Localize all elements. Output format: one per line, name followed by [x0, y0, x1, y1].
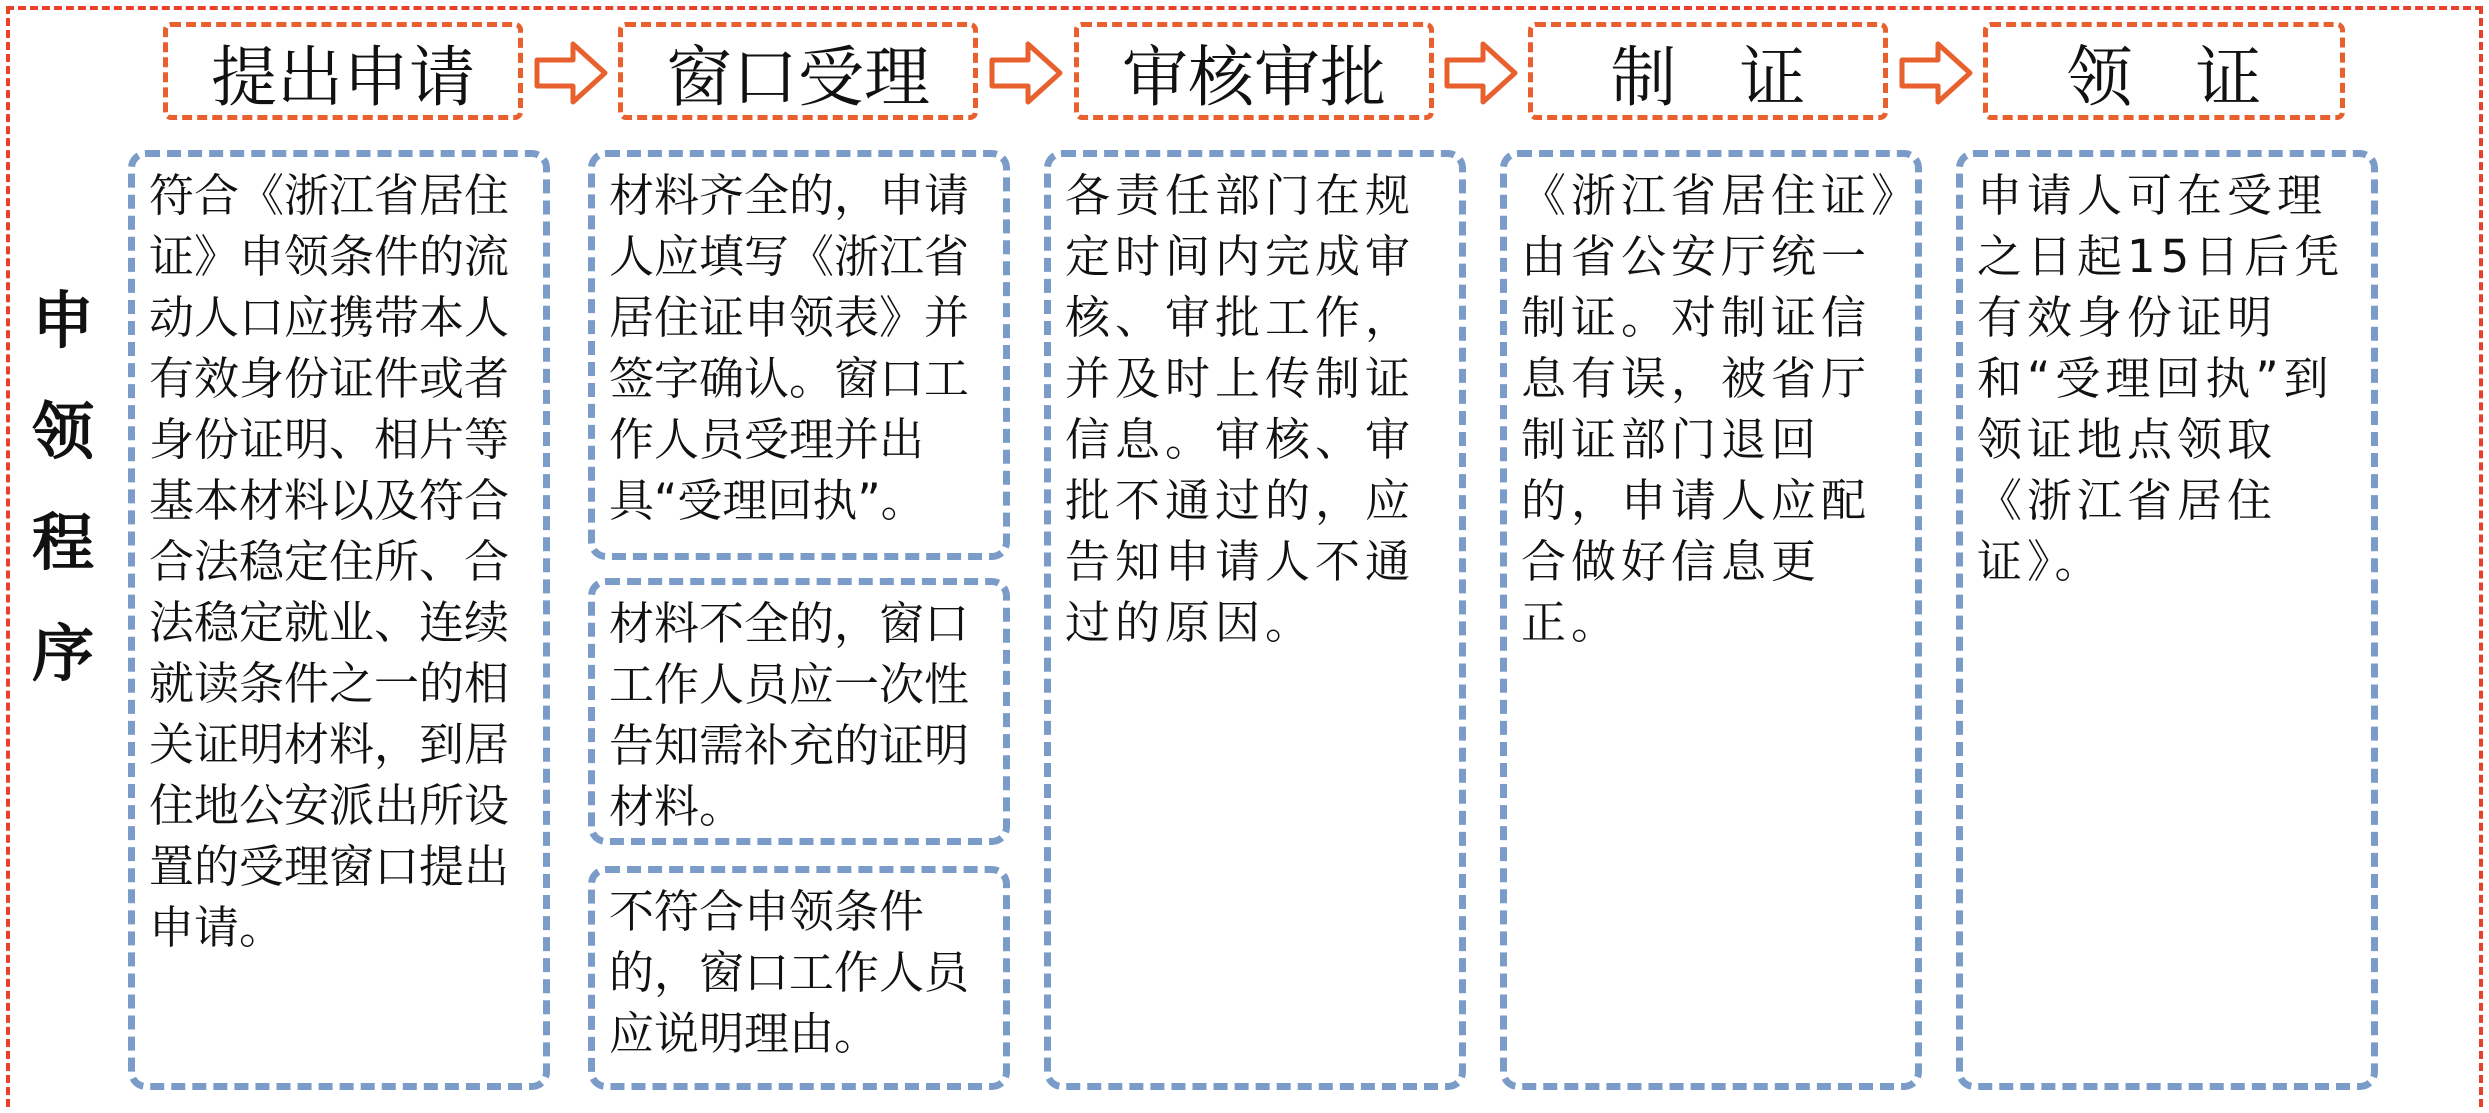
step-review: 审核审批	[1074, 22, 1434, 120]
right-arrow-icon	[1898, 40, 1974, 106]
right-arrow-icon	[1443, 40, 1519, 106]
desc-accept-ineligible: 不符合申领条件的，窗口工作人员应说明理由。	[588, 866, 1010, 1090]
desc-produce: 《浙江省居住证》由省公安厅统一制证。对制证信息有误，被省厅制证部门退回的，申请人应配合做好信息更正。	[1500, 150, 1922, 1090]
desc-accept-incomplete: 材料不全的，窗口工作人员应一次性告知需补充的证明材料。	[588, 578, 1010, 845]
right-arrow-icon	[533, 40, 609, 106]
desc-apply: 符合《浙江省居住证》申领条件的流动人口应携带本人有效身份证件或者身份证明、相片等基本材料以及符合合法稳定住所、合法稳定就业、连续就读条件之一的相关证明材料，到居住地公安派出所设置的受理窗口提出申请。	[128, 150, 550, 1090]
section-label-char: 领	[31, 395, 94, 468]
desc-accept-complete: 材料齐全的，申请人应填写《浙江省居住证申领表》并签字确认。窗口工作人员受理并出具“受理回执”。	[588, 150, 1010, 560]
section-label-char: 序	[31, 617, 94, 690]
section-label	[28, 265, 98, 709]
section-label-char: 申	[31, 284, 94, 357]
desc-collect: 申请人可在受理之日起15日后凭有效身份证明和“受理回执”到领证地点领取《浙江省居住证》。	[1956, 150, 2378, 1090]
step-produce: 制 证	[1528, 22, 1888, 120]
section-label-char: 程	[31, 506, 94, 579]
step-collect: 领 证	[1983, 22, 2345, 120]
right-arrow-icon	[988, 40, 1064, 106]
desc-review: 各责任部门在规定时间内完成审核、审批工作，并及时上传制证信息。审核、审批不通过的，应告知申请人不通过的原因。	[1044, 150, 1466, 1090]
step-accept: 窗口受理	[618, 22, 978, 120]
step-apply: 提出申请	[163, 22, 523, 120]
